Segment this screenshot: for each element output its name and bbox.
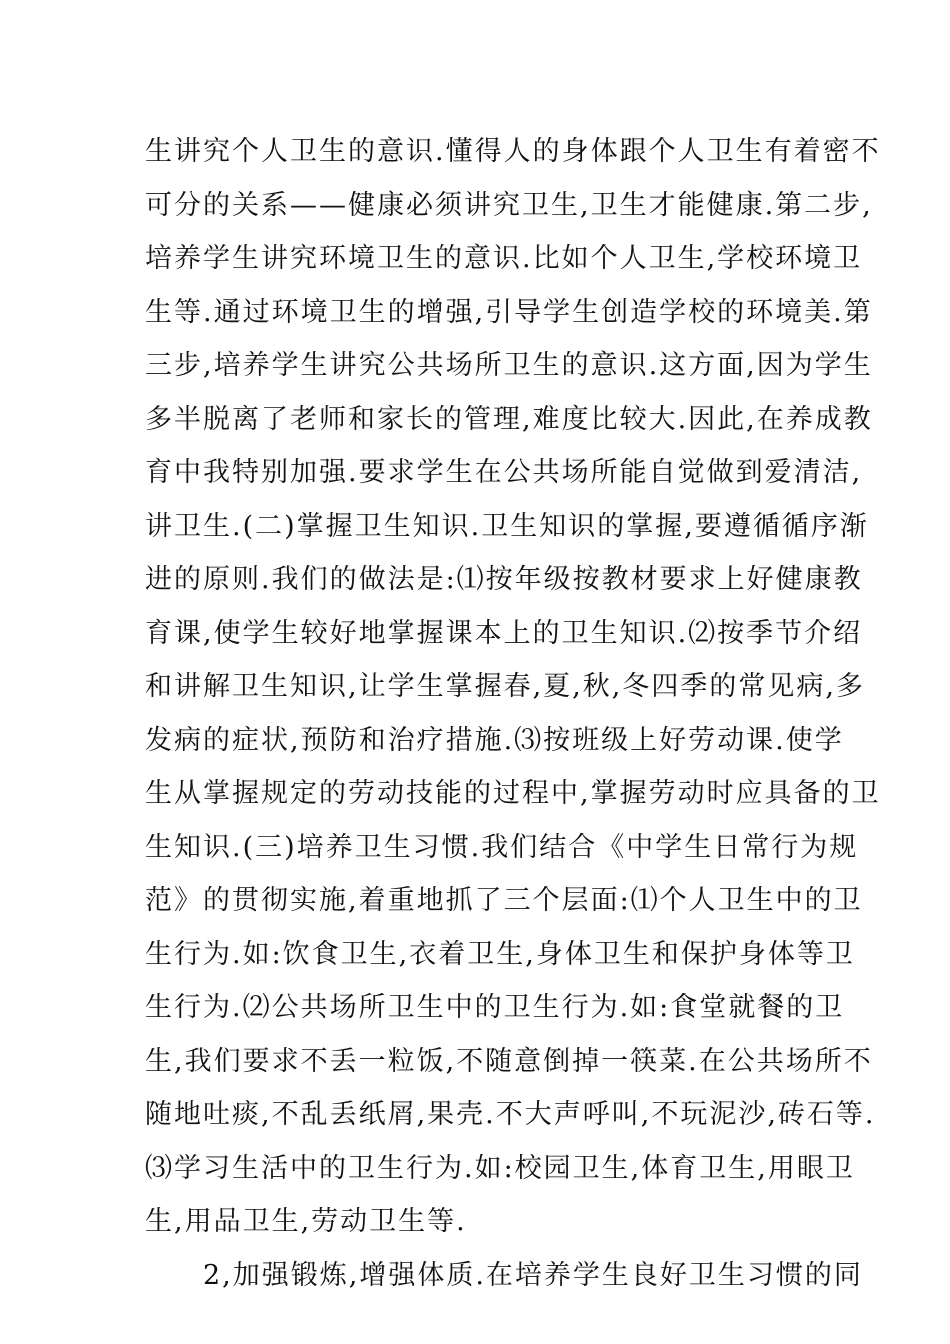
text-line: 发病的症状,预防和治疗措施.⑶按班级上好劳动课.使学 xyxy=(145,724,844,756)
text-line: 讲卫生.(二)掌握卫生知识.卫生知识的掌握,要遵循循序渐 xyxy=(145,510,869,542)
text-line: 生,用品卫生,劳动卫生等. xyxy=(145,1206,467,1237)
text-line: 生行为.⑵公共场所卫生中的卫生行为.如:食堂就餐的卫 xyxy=(145,992,845,1023)
body-text xyxy=(145,125,881,1302)
text-line: 生等.通过环境卫生的增强,引导学生创造学校的环境美.第 xyxy=(145,296,873,328)
text-line: 范》的贯彻实施,着重地抓了三个层面:⑴个人卫生中的卫 xyxy=(145,885,863,916)
text-line: ⑶学习生活中的卫生行为.如:校园卫生,体育卫生,用眼卫 xyxy=(145,1152,855,1184)
text-line: 生,我们要求不丢一粒饭,不随意倒掉一筷菜.在公共场所不 xyxy=(145,1045,873,1077)
text-line: 育中我特别加强.要求学生在公共场所能自觉做到爱清洁, xyxy=(145,457,863,488)
text-line: 随地吐痰,不乱丢纸屑,果壳.不大声呼叫,不玩泥沙,砖石等. xyxy=(145,1099,876,1130)
paragraph-start-line: 2,加强锻炼,增强体质.在培养学生良好卫生习惯的同 xyxy=(203,1259,863,1291)
text-line: 三步,培养学生讲究公共场所卫生的意识.这方面,因为学生 xyxy=(145,350,873,381)
text-line: 可分的关系——健康必须讲究卫生,卫生才能健康.第二步, xyxy=(145,189,873,221)
text-line: 生讲究个人卫生的意识.懂得人的身体跟个人卫生有着密不 xyxy=(145,136,881,167)
text-line: 和讲解卫生知识,让学生掌握春,夏,秋,冬四季的常见病,多 xyxy=(145,671,865,702)
text-line: 培养学生讲究环境卫生的意识.比如个人卫生,学校环境卫 xyxy=(145,243,863,274)
text-line: 生从掌握规定的劳动技能的过程中,掌握劳动时应具备的卫 xyxy=(145,778,881,809)
text-line: 生行为.如:饮食卫生,衣着卫生,身体卫生和保护身体等卫 xyxy=(145,938,855,970)
text-line: 进的原则.我们的做法是:⑴按年级按教材要求上好健康教 xyxy=(145,564,863,595)
text-line: 生知识.(三)培养卫生习惯.我们结合《中学生日常行为规 xyxy=(145,831,859,863)
text-line: 多半脱离了老师和家长的管理,难度比较大.因此,在养成教 xyxy=(145,403,873,435)
text-line: 育课,使学生较好地掌握课本上的卫生知识.⑵按季节介绍 xyxy=(145,617,863,649)
